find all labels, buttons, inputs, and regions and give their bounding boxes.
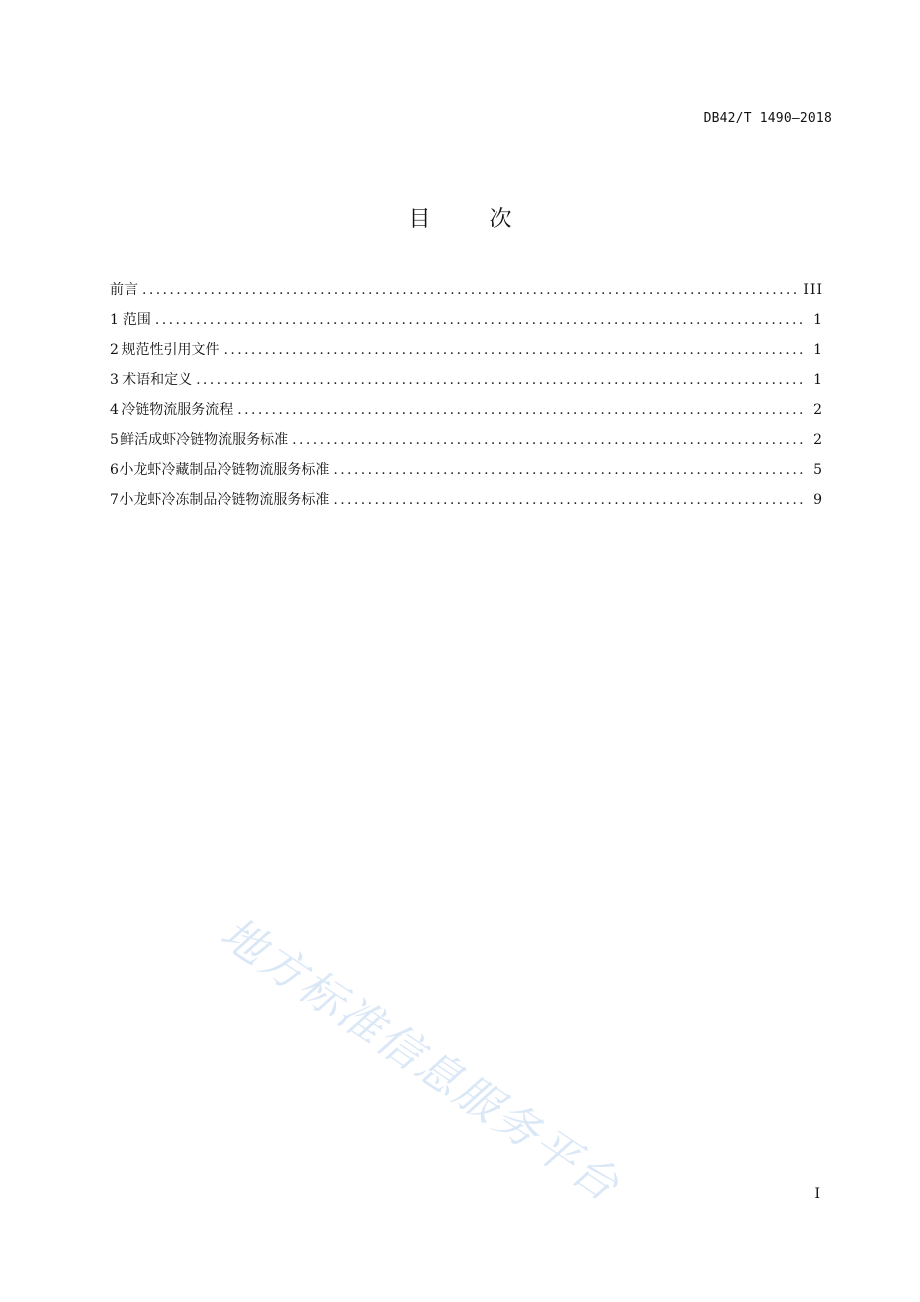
toc-entry-page: 1 <box>813 342 823 358</box>
toc-entry-chilled-products-standard[interactable] <box>110 459 823 489</box>
toc-entry-page: 9 <box>813 492 823 508</box>
toc-leader-dots <box>333 462 807 478</box>
toc-entry-frozen-products-standard[interactable] <box>110 489 823 519</box>
toc-entry-label: 冷链物流服务流程 <box>121 402 234 418</box>
toc-entry-foreword[interactable] <box>110 279 823 309</box>
toc-entry-live-shrimp-standard[interactable] <box>110 429 823 459</box>
toc-entry-label: 前言 <box>110 282 138 298</box>
toc-leader-dots <box>333 492 807 508</box>
toc-leader-dots <box>237 402 807 418</box>
toc-entry-number: 1 <box>110 312 119 328</box>
toc-title: 目 次 <box>408 207 538 232</box>
toc-entry-terms-definitions[interactable] <box>110 369 823 399</box>
toc-entry-page: 2 <box>813 432 823 448</box>
toc-entry-label: 小龙虾冷藏制品冷链物流服务标准 <box>119 462 330 478</box>
toc-entry-number: 3 <box>110 372 119 388</box>
toc-entry-page: 1 <box>813 312 823 328</box>
toc-entry-label: 规范性引用文件 <box>121 342 220 358</box>
toc-entry-label: 术语和定义 <box>122 372 193 388</box>
table-of-contents <box>110 279 823 519</box>
toc-entry-number: 7 <box>110 492 119 508</box>
toc-entry-scope[interactable] <box>110 309 823 339</box>
toc-entry-page: 2 <box>813 402 823 418</box>
toc-entry-normative-references[interactable] <box>110 339 823 369</box>
toc-entry-label: 范围 <box>122 312 151 328</box>
toc-entry-number: 6 <box>110 462 119 478</box>
toc-entry-number: 4 <box>110 402 119 418</box>
toc-leader-dots <box>196 372 807 388</box>
toc-entry-label: 小龙虾冷冻制品冷链物流服务标准 <box>119 492 330 508</box>
toc-entry-number: 5 <box>110 432 119 448</box>
toc-entry-page: 5 <box>813 462 823 478</box>
toc-entry-page: 1 <box>813 372 823 388</box>
toc-leader-dots <box>224 342 808 358</box>
standard-code: DB42/T 1490—2018 <box>703 111 832 126</box>
toc-entry-page: III <box>803 282 823 298</box>
toc-entry-service-process[interactable] <box>110 399 823 429</box>
toc-leader-dots <box>292 432 807 448</box>
toc-entry-label: 鲜活成虾冷链物流服务标准 <box>120 432 289 448</box>
toc-leader-dots <box>155 312 807 328</box>
toc-entry-number: 2 <box>110 342 119 358</box>
page-number: I <box>814 1186 820 1202</box>
watermark: 地方标准信息服务平台 <box>211 907 630 1213</box>
toc-leader-dots <box>142 282 797 298</box>
